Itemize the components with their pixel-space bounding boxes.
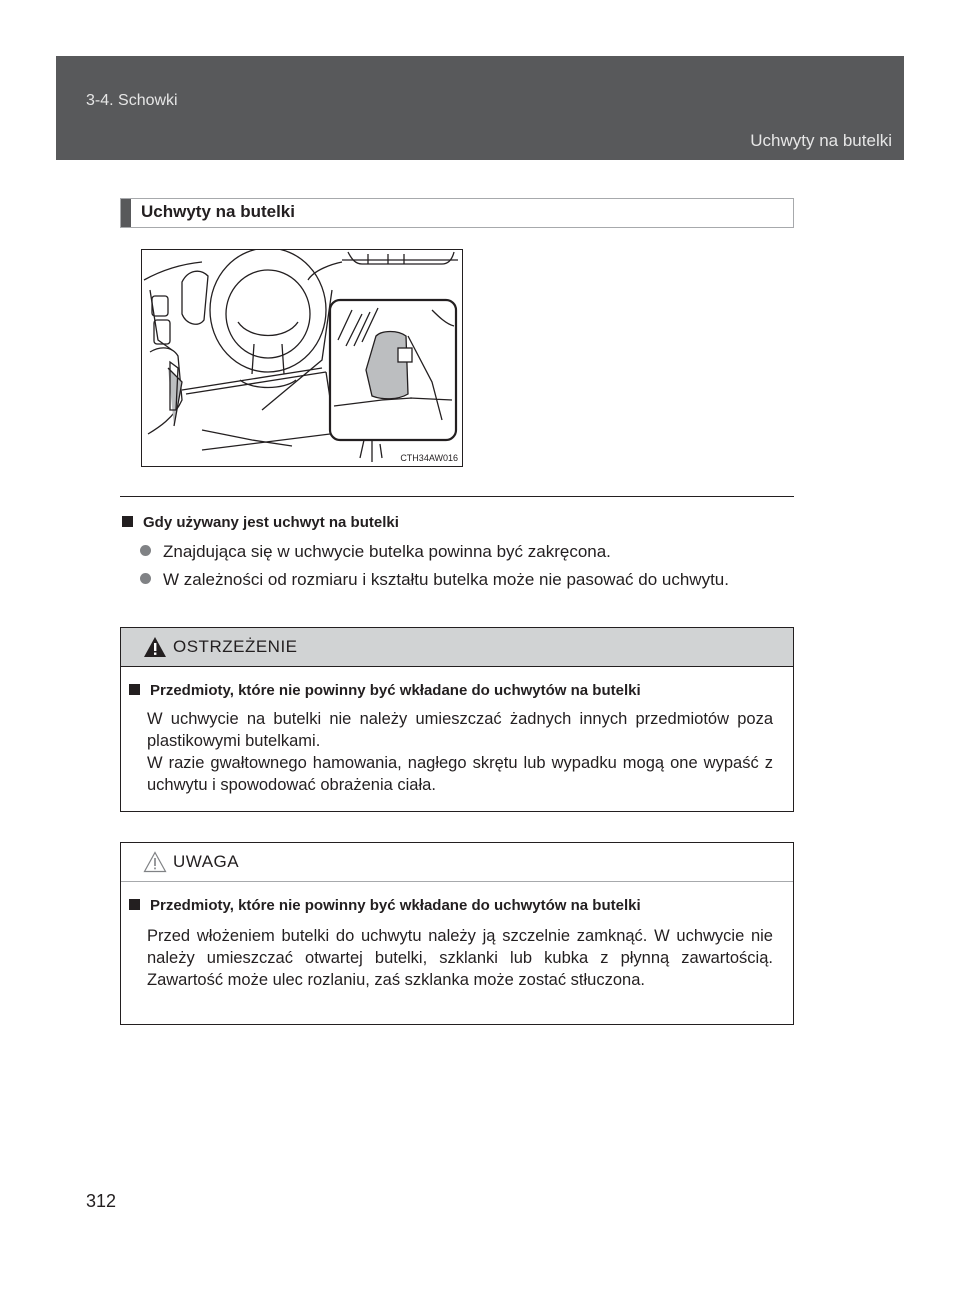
warning-subheading-text: Przedmioty, które nie powinny być wkładane do uchwytów na butelki xyxy=(150,682,641,699)
page-header xyxy=(56,56,904,160)
warning-label: OSTRZEŻENIE xyxy=(173,637,298,656)
circle-bullet-icon xyxy=(140,545,151,556)
notice-header xyxy=(121,843,793,882)
title-bar-marker xyxy=(121,199,131,227)
dashboard-drawing xyxy=(142,250,463,467)
notice-subheading xyxy=(129,897,641,914)
bottle-holder-illustration xyxy=(141,249,463,467)
divider xyxy=(120,496,794,497)
square-bullet-icon xyxy=(122,516,133,527)
warning-subheading xyxy=(129,682,641,699)
warning-triangle-icon xyxy=(143,636,167,658)
warning-paragraph: W uchwycie na butelki nie należy umieszczać żadnych innych przedmiotów poza plastikowymi butelkami. xyxy=(147,710,773,750)
warning-header xyxy=(121,628,793,667)
section-label: 3-4. Schowki xyxy=(86,92,178,109)
section-heading xyxy=(122,514,399,531)
caution-triangle-icon xyxy=(143,851,167,873)
bullet-text: Znajdująca się w uchwycie butelka powinna być zakręcona. xyxy=(163,542,611,561)
circle-bullet-icon xyxy=(140,573,151,584)
warning-paragraph: W razie gwałtownego hamowania, nagłego skrętu lub wypadku mogą one wypaść z uchwytu i spowodować obrażenia ciała. xyxy=(147,754,773,794)
illustration-code: CTH34AW016 xyxy=(400,453,458,463)
warning-box xyxy=(120,627,794,812)
bullet-item xyxy=(140,570,729,590)
topic-title: Uchwyty na butelki xyxy=(141,202,295,221)
page-number: 312 xyxy=(86,1191,117,1211)
square-bullet-icon xyxy=(129,684,140,695)
bullet-text: W zależności od rozmiaru i kształtu butelka może nie pasować do uchwytu. xyxy=(163,570,729,589)
header-title: Uchwyty na butelki xyxy=(750,131,892,150)
bullet-item xyxy=(140,542,611,562)
topic-title-bar xyxy=(120,198,794,228)
square-bullet-icon xyxy=(129,899,140,910)
section-heading-text: Gdy używany jest uchwyt na butelki xyxy=(143,514,399,531)
notice-subheading-text: Przedmioty, które nie powinny być wkładane do uchwytów na butelki xyxy=(150,897,641,914)
notice-label: UWAGA xyxy=(173,852,240,871)
notice-paragraph: Przed włożeniem butelki do uchwytu należy ją szczelnie zamknąć. W uchwycie nie należy umieszczać otwartej butelki, szklanki lub kubka z płynną zawartością. Zawartość może ulec rozlaniu, zaś szklanka może zostać stłuczona. xyxy=(147,927,773,989)
notice-box xyxy=(120,842,794,1025)
